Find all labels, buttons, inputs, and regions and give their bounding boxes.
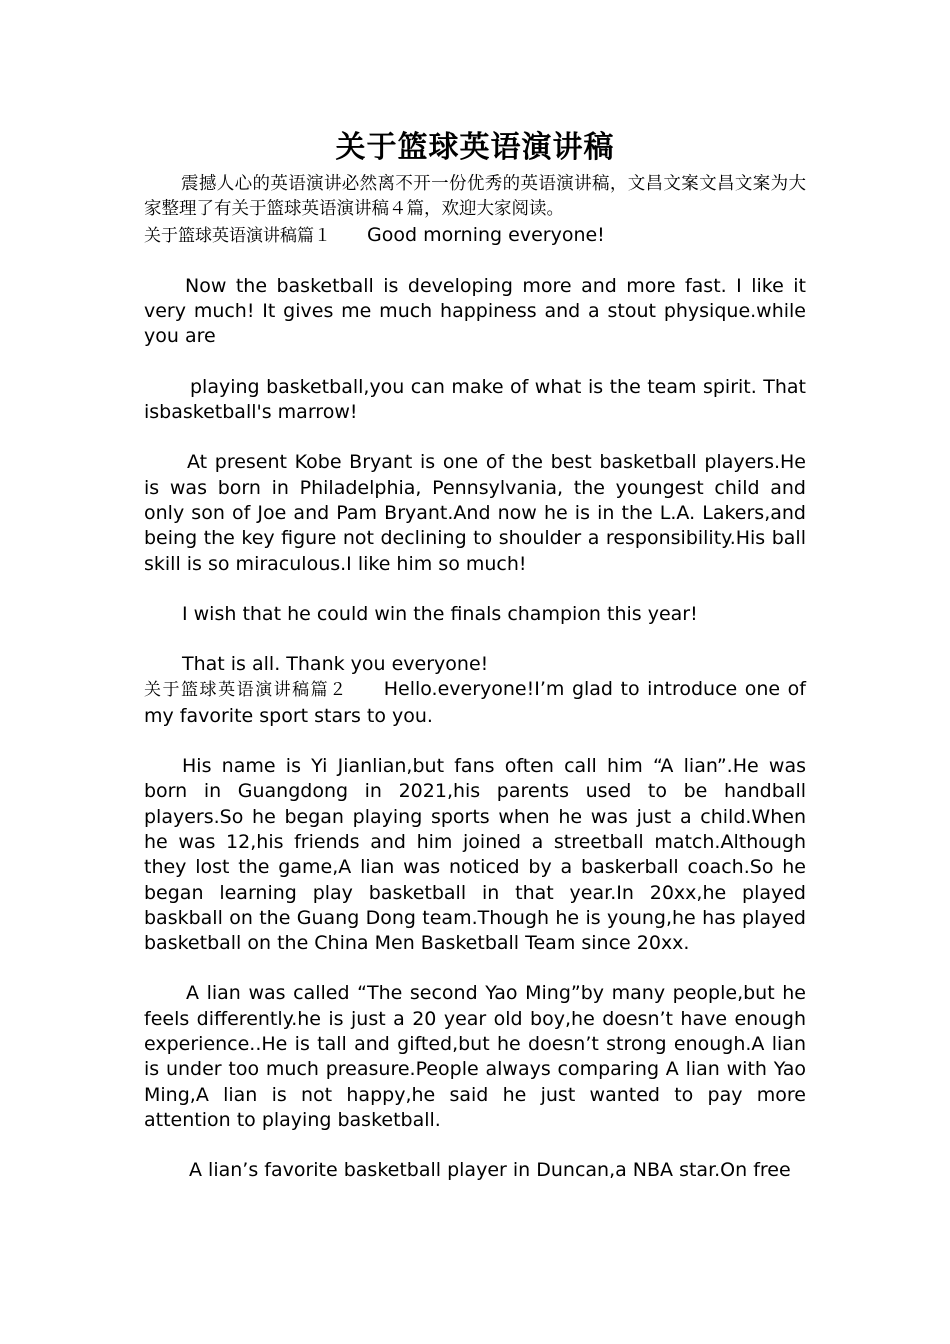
section-2-paragraph: A lian was called “The second Yao Ming”by many people,but he feels differently.he is just a 20 year old boy,he doesn’t have enough experience..He is tall and gifted,but he doesn’t strong enough.A lian is under too much preasure.People always comparing A lian with Yao Ming,A lian is not happy,he said he just wanted to pay more attention to playing basketball.	[144, 982, 806, 1131]
intro-paragraph: 震撼人心的英语演讲必然离不开一份优秀的英语演讲稿，文昌文案文昌文案为大家整理了有关于篮球英语演讲稿４篇，欢迎大家阅读。	[144, 174, 806, 220]
section-1-heading-line	[144, 223, 806, 249]
document-page	[144, 128, 806, 1184]
section-2-first-line: Hello.everyone!I’m glad to introduce one of my favorite sport stars to you.	[144, 678, 806, 727]
section-1-paragraph: playing basketball,you can make of what is the team spirit. That isbasketball's marrow!	[144, 375, 806, 424]
section-1-paragraph: That is all. Thank you everyone!	[182, 653, 489, 676]
section-1-paragraph: Now the basketball is developing more and more fast. I like it very much! It gives me much happiness and a stout physique.while you are	[144, 274, 806, 348]
section-2-heading-line	[144, 677, 806, 729]
section-1-paragraph: At present Kobe Bryant is one of the best basketball players.He is was born in Philadelphia, Pennsylvania, the youngest child and only son of Joe and Pam Bryant.And now he is in the L.A. Lakers,and being the key figure not declining to shoulder a responsibility.His ball skill is so miraculous.I like him so much!	[144, 451, 806, 575]
section-1-first-line: Good morning everyone!	[367, 223, 605, 246]
section-1-heading: 关于篮球英语演讲稿篇１	[144, 225, 331, 246]
section-2-paragraph: His name is Yi Jianlian,but fans often call him “A lian”.He was born in Guangdong in 2021,his parents used to be handball players.So he began playing sports when he was just a child.When he was 12,his friends and him joined a streetball match.Although they lost the game,A lian was noticed by a baskerball coach.So he began learning play basketball in that year.In 20xx,he played baskball on the Guang Dong team.Though he is young,he has played basketball on the China Men Basketball Team since 20xx.	[144, 755, 806, 955]
section-2-heading: 关于篮球英语演讲稿篇２	[144, 680, 348, 701]
section-2-paragraph: A lian’s favorite basketball player in Duncan,a NBA star.On free	[189, 1159, 791, 1182]
document-title: 关于篮球英语演讲稿	[335, 130, 615, 165]
section-1-paragraph: I wish that he could win the finals champion this year!	[182, 602, 698, 625]
